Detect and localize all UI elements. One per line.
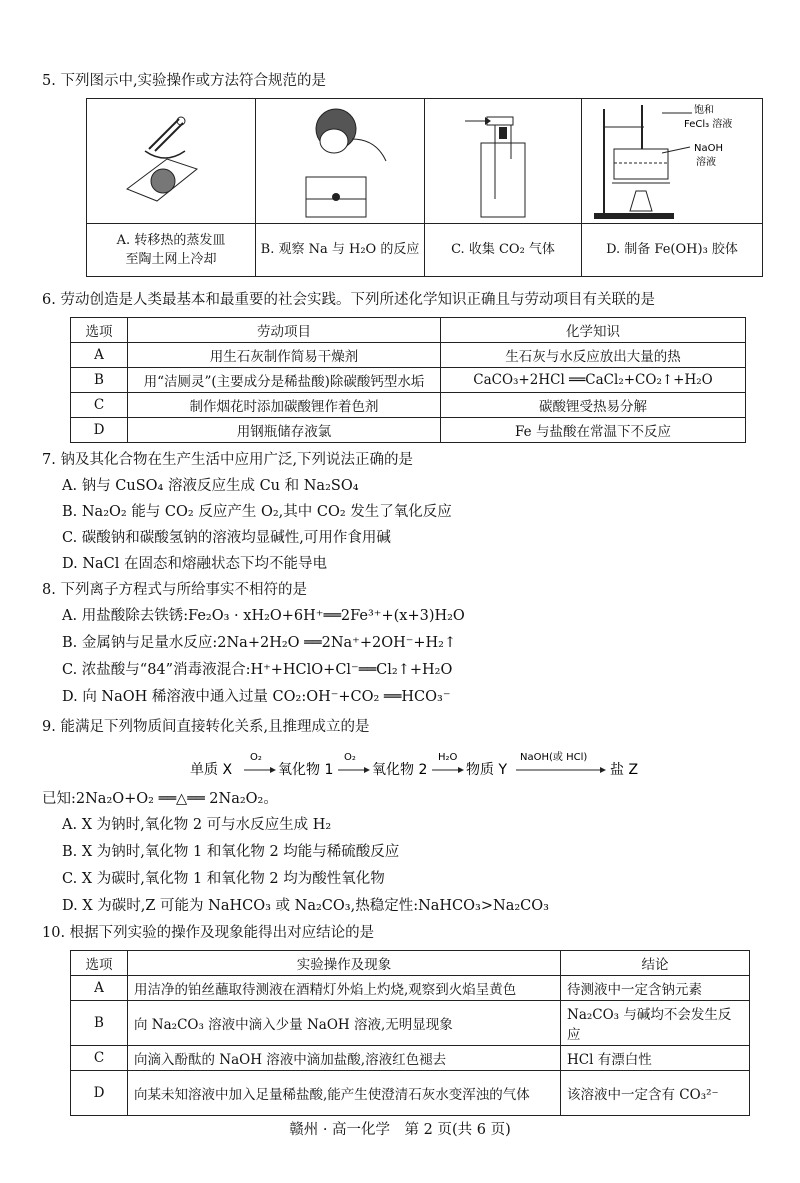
- q10-row-b-conclusion: Na₂CO₃ 与碱均不会发生反应: [561, 1001, 750, 1046]
- scheme-s4: 物质 Y: [466, 762, 508, 778]
- scheme-s1: 单质 X: [190, 762, 233, 778]
- q7-stem: 7. 钠及其化合物在生产生活中应用广泛,下列说法正确的是: [42, 452, 414, 468]
- observer-beaker-icon: [256, 99, 424, 223]
- q10-header-operation: 实验操作及现象: [128, 951, 561, 976]
- q6-row-b-project: 用“洁厕灵”(主要成分是稀盐酸)除碳酸钙型水垢: [128, 368, 441, 393]
- q10-row-a-operation: 用洁净的铂丝蘸取待测液在酒精灯外焰上灼烧,观察到火焰呈黄色: [128, 976, 561, 1001]
- q6-row-d-knowledge: Fe 与盐酸在常温下不反应: [441, 418, 746, 443]
- q5-figure-b: [256, 99, 425, 277]
- q10-row-d-label: D: [71, 1071, 128, 1116]
- q5-figure-a: [87, 99, 256, 277]
- q6-header-project: 劳动项目: [128, 318, 441, 343]
- label-solution: 溶液: [696, 157, 716, 168]
- scheme-a4: NaOH(或 HCl): [520, 752, 588, 763]
- q10-row-b-operation: 向 Na₂CO₃ 溶液中滴入少量 NaOH 溶液,无明显现象: [128, 1001, 561, 1046]
- q6-table: [70, 317, 746, 443]
- q6-row-c-knowledge: 碳酸锂受热易分解: [441, 393, 746, 418]
- q6-stem: 6. 劳动创造是人类最基本和最重要的社会实践。下列所述化学知识正确且与劳动项目有关联的是: [42, 292, 655, 308]
- q7-option-d: D. NaCl 在固态和熔融状态下均不能导电: [62, 556, 327, 572]
- q6-row-a-project: 用生石灰制作简易干燥剂: [128, 343, 441, 368]
- q5-stem: 5. 下列图示中,实验操作或方法符合规范的是: [42, 73, 327, 89]
- q5-caption-b: B. 观察 Na 与 H₂O 的反应: [260, 242, 420, 258]
- q9-known: 已知:2Na₂O+O₂ ══△══ 2Na₂O₂。: [42, 791, 278, 807]
- scheme-a1: O₂: [250, 752, 262, 763]
- q8-option-b: B. 金属钠与足量水反应:2Na+2H₂O ══2Na⁺+2OH⁻+H₂↑: [62, 635, 457, 651]
- q6-row-a-knowledge: 生石灰与水反应放出大量的热: [441, 343, 746, 368]
- q10-table: [70, 950, 750, 1116]
- q8-option-a: A. 用盐酸除去铁锈:Fe₂O₃ · xH₂O+6H⁺══2Fe³⁺+(x+3)H₂O: [62, 608, 465, 624]
- q10-row-a-label: A: [71, 976, 128, 1001]
- q6-row-d-project: 用钢瓶储存液氯: [128, 418, 441, 443]
- q10-header-option: 选项: [71, 951, 128, 976]
- q10-row-b-label: B: [71, 1001, 128, 1046]
- q5-figure-d: [582, 99, 763, 277]
- q6-row-c-project: 制作烟花时添加碳酸锂作着色剂: [128, 393, 441, 418]
- q10-row-c-conclusion: HCl 有漂白性: [561, 1046, 750, 1071]
- q9-stem: 9. 能满足下列物质间直接转化关系,且推理成立的是: [42, 719, 370, 735]
- q10-row-d-conclusion: 该溶液中一定含有 CO₃²⁻: [561, 1071, 750, 1116]
- q5-caption-d: D. 制备 Fe(OH)₃ 胶体: [606, 242, 738, 258]
- q5-caption-a-line1: A. 转移热的蒸发皿: [116, 232, 226, 248]
- q10-row-d-operation: 向某未知溶液中加入足量稀盐酸,能产生使澄清石灰水变浑浊的气体: [128, 1071, 561, 1116]
- scheme-a2: O₂: [344, 752, 356, 763]
- q9-scheme-diagram: [190, 748, 690, 784]
- label-naoh: NaOH: [694, 143, 723, 154]
- scheme-s2: 氧化物 1: [278, 762, 334, 778]
- q6-row-c-label: C: [71, 393, 128, 418]
- scheme-a3: H₂O: [438, 752, 458, 763]
- q8-stem: 8. 下列离子方程式与所给事实不相符的是: [42, 582, 307, 598]
- q6-row-a-label: A: [71, 343, 128, 368]
- q8-option-d: D. 向 NaOH 稀溶液中通入过量 CO₂:OH⁻+CO₂ ══HCO₃⁻: [62, 689, 451, 705]
- q10-header-conclusion: 结论: [561, 951, 750, 976]
- q5-caption-a-line2: 至陶土网上冷却: [125, 252, 217, 267]
- q6-row-b-label: B: [71, 368, 128, 393]
- page-footer: 赣州 · 高一化学 第 2 页(共 6 页): [289, 1122, 511, 1138]
- q7-option-b: B. Na₂O₂ 能与 CO₂ 反应产生 O₂,其中 CO₂ 发生了氧化反应: [62, 504, 452, 520]
- q5-figure-c: [425, 99, 582, 277]
- q6-header-option: 选项: [71, 318, 128, 343]
- q6-row-b-knowledge: CaCO₃+2HCl ══CaCl₂+CO₂↑+H₂O: [441, 368, 746, 393]
- q10-row-c-operation: 向滴入酚酞的 NaOH 溶液中滴加盐酸,溶液红色褪去: [128, 1046, 561, 1071]
- colloid-setup-icon: [582, 99, 762, 223]
- q9-option-b: B. X 为钠时,氧化物 1 和氧化物 2 均能与稀硫酸反应: [62, 844, 400, 860]
- q9-option-c: C. X 为碳时,氧化物 1 和氧化物 2 均为酸性氧化物: [62, 871, 385, 887]
- label-saturated: 饱和: [694, 105, 714, 116]
- scheme-s3: 氧化物 2: [372, 762, 428, 778]
- evaporating-dish-tongs-icon: [87, 99, 255, 223]
- q9-option-a: A. X 为钠时,氧化物 2 可与水反应生成 H₂: [62, 817, 332, 833]
- q10-stem: 10. 根据下列实验的操作及现象能得出对应结论的是: [42, 925, 375, 941]
- q7-option-a: A. 钠与 CuSO₄ 溶液反应生成 Cu 和 Na₂SO₄: [62, 478, 359, 494]
- q7-option-c: C. 碳酸钠和碳酸氢钠的溶液均显碱性,可用作食用碱: [62, 530, 391, 546]
- q9-option-d: D. X 为碳时,Z 可能为 NaHCO₃ 或 Na₂CO₃,热稳定性:NaHCO₃>Na₂CO₃: [62, 898, 549, 914]
- q10-row-a-conclusion: 待测液中一定含钠元素: [561, 976, 750, 1001]
- q8-option-c: C. 浓盐酸与“84”消毒液混合:H⁺+HClO+Cl⁻══Cl₂↑+H₂O: [62, 662, 453, 678]
- label-fecl3: FeCl₃ 溶液: [684, 119, 733, 130]
- q5-caption-c: C. 收集 CO₂ 气体: [451, 242, 555, 258]
- scheme-s5: 盐 Z: [610, 762, 639, 778]
- q6-header-knowledge: 化学知识: [441, 318, 746, 343]
- q5-figure-table: [86, 98, 763, 277]
- q9-scheme: [190, 748, 690, 788]
- q6-row-d-label: D: [71, 418, 128, 443]
- gas-collection-bottle-icon: [425, 99, 581, 223]
- q10-row-c-label: C: [71, 1046, 128, 1071]
